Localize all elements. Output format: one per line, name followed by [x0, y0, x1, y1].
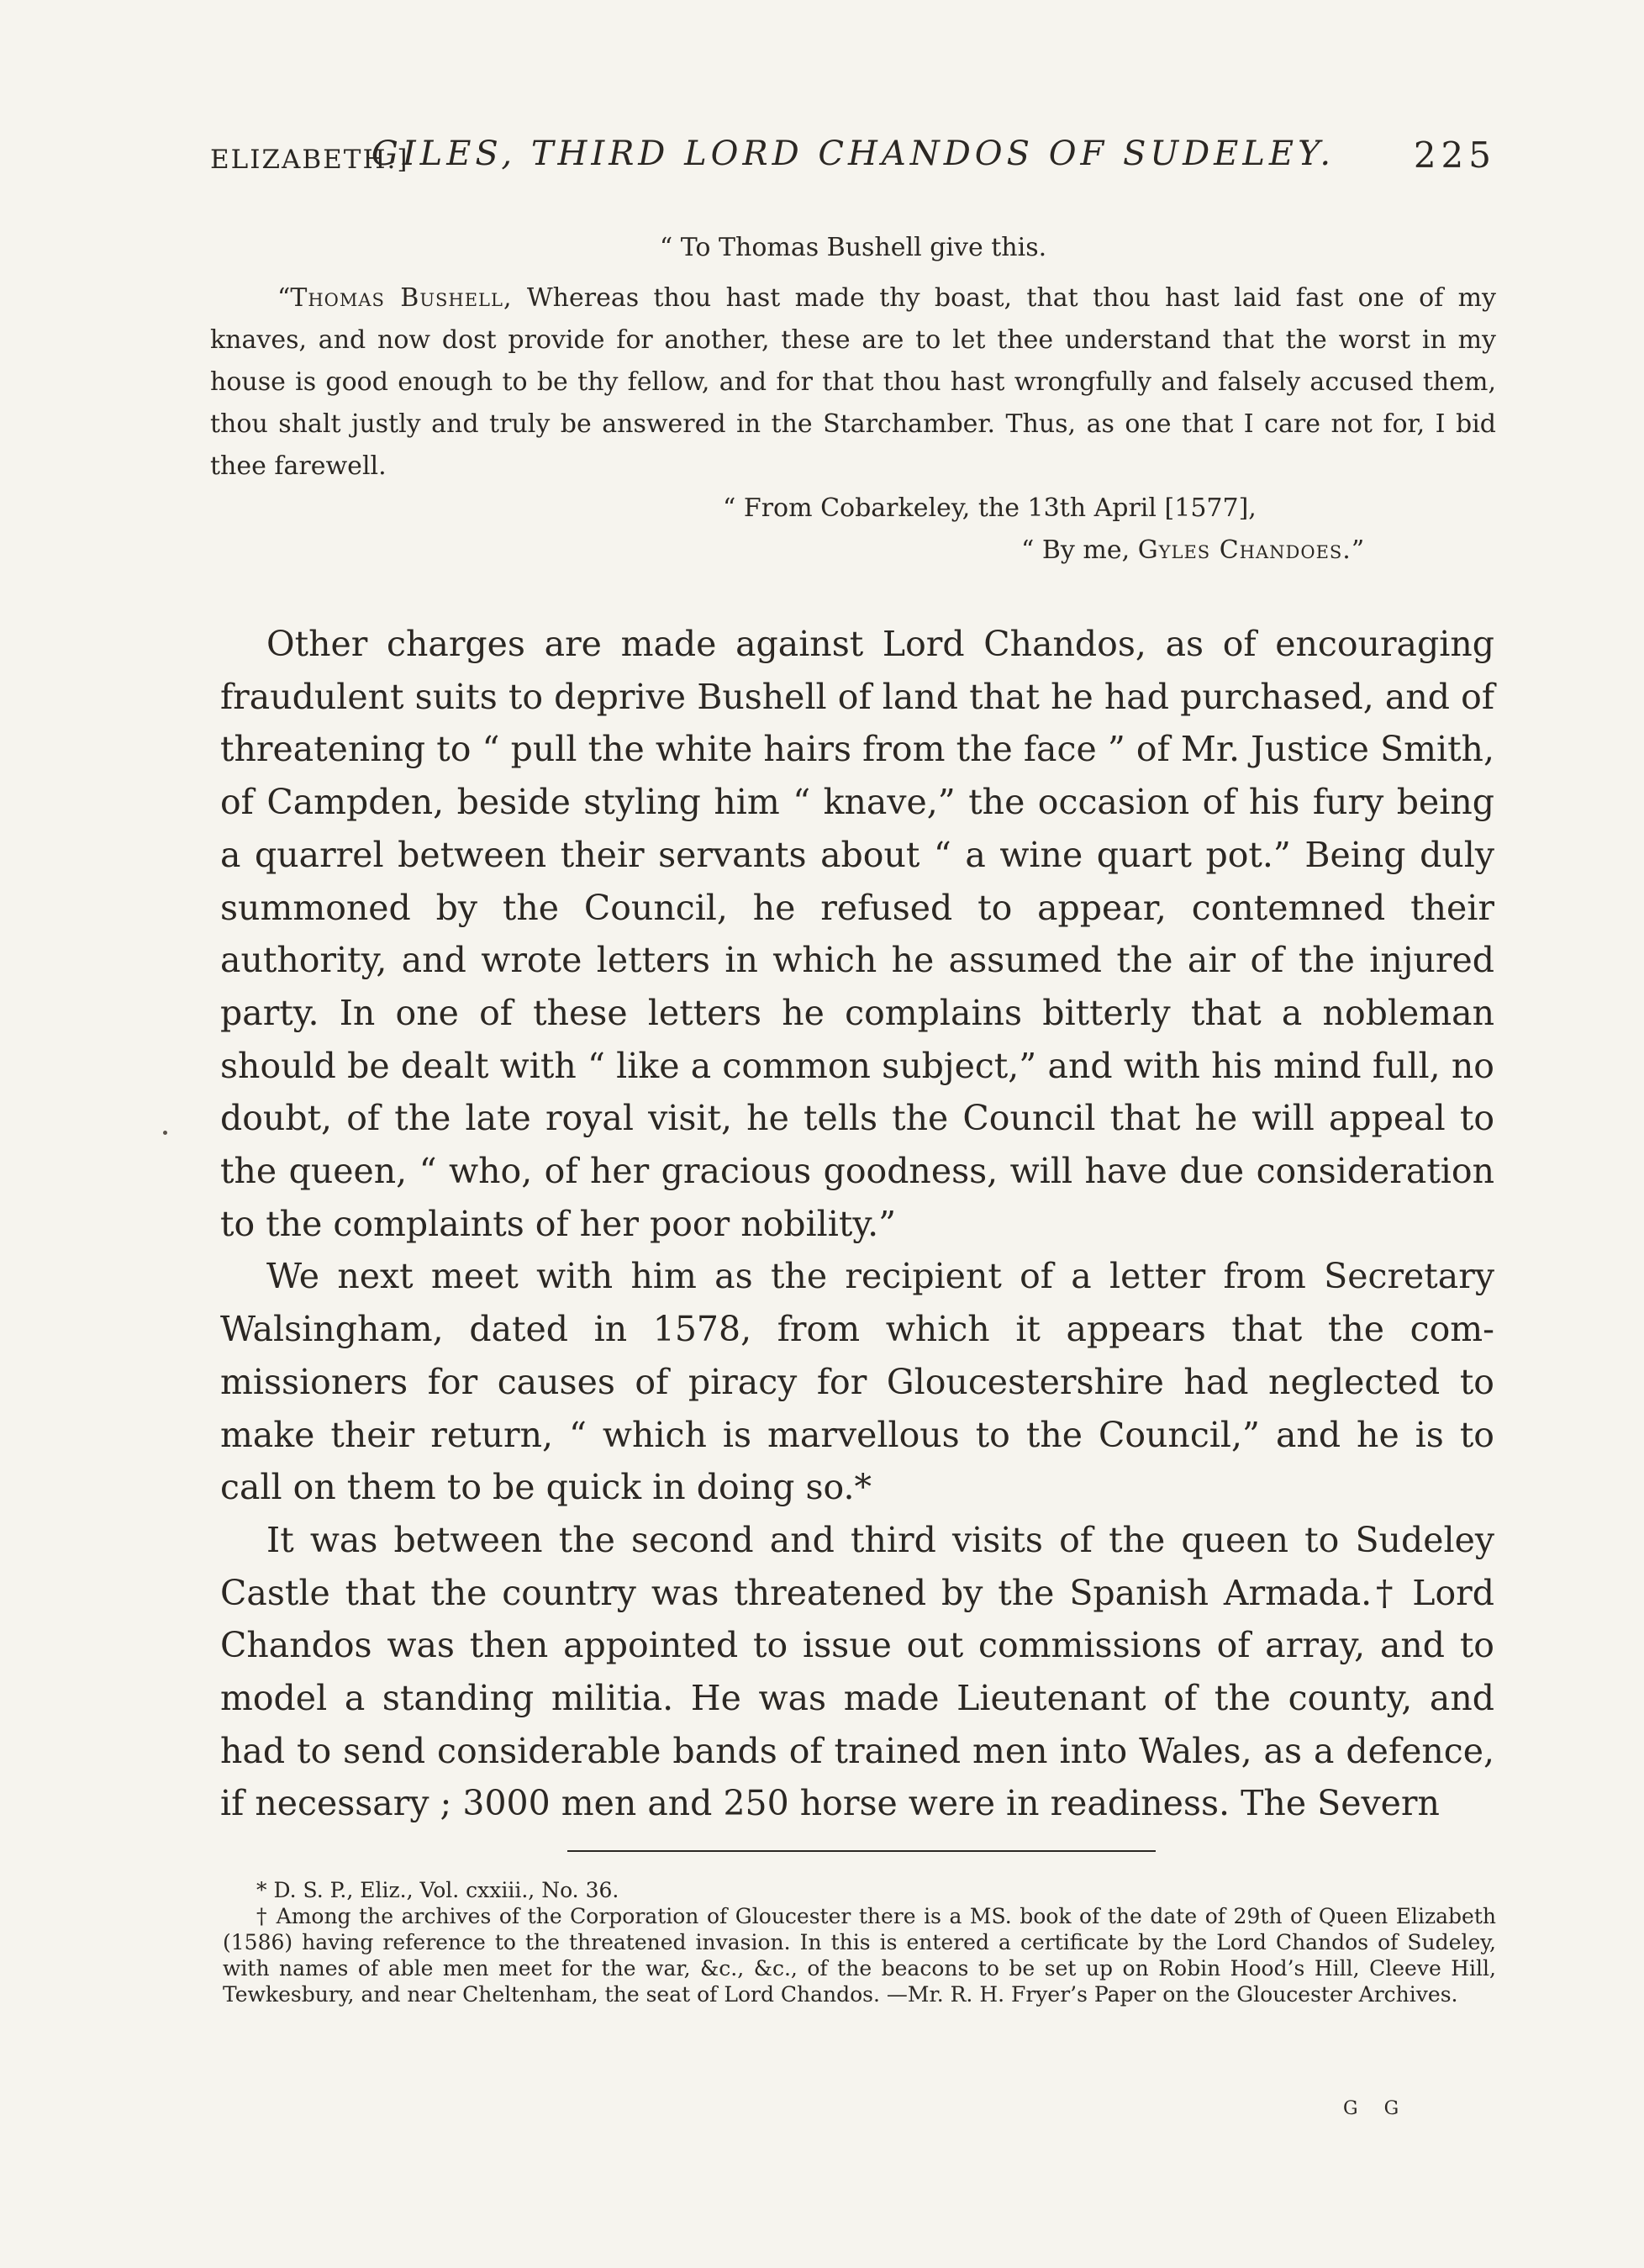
running-title: GILES, THIRD LORD CHANDOS OF SUDELEY. — [371, 134, 1336, 173]
letter-addressee: Thomas Bushell, — [290, 283, 513, 313]
footnote-1: * D. S. P., Eliz., Vol. cxxiii., No. 36. — [256, 1878, 619, 1902]
footnote-rule — [567, 1850, 1156, 1852]
letter-signature-line — [1021, 530, 1364, 572]
paragraph-1: Other charges are made against Lord Chandos, as of encouraging fraudulent suits to deprive Bushell of land that he had purchased, and of threatening to “ pull the white hairs from the face ” of Mr. Justice Smith, of Campden, beside styling him “ knave,” the occasion of his fury being a quarrel between their servants about “ a wine quart pot.” Being duly summoned by the Council, he refused to appear, contemned their authority, and wrote letters in which he assumed the air of the injured party. In one of these letters he complains bitterly that a nobleman should be dealt with “ like a common subject,” and with his mind full, no doubt, of the late royal visit, he tells the Council that he will appeal to the queen, “ who, of her gracious goodness, will have due consideration to the complaints of her poor nobility.” — [220, 624, 1494, 1244]
footnotes — [223, 1877, 1496, 2007]
paragraph-2: We next meet with him as the recipient of a letter from Secretary Walsingham, dated in 1578, from which it appears that the com-missioners for causes of piracy for Gloucestershire had neglected to make their return, “ which is marvellous to the Council,” and he is to call on them to be quick in doing so.* — [220, 1256, 1494, 1508]
letter-body — [210, 277, 1496, 488]
main-text — [220, 618, 1494, 1830]
running-head-left: ELIZABETH.] — [210, 145, 409, 175]
ink-speck — [163, 1131, 167, 1135]
running-header — [210, 134, 1496, 185]
footnote-2: † Among the archives of the Corporation of Gloucester there is a MS. book of the date of 29th of Queen Elizabeth (1586) having reference to the threatened invasion. In this is entered a certificate by the Lord Chandos of Sudeley, with names of able men meet for the war, &c., &c., of the beacons to be set up on Robin Hood’s Hill, Cleeve Hill, Tewkesbury, and near Cheltenham, the seat of Lord Chandos. —Mr. R. H. Fryer’s Paper on the Gloucester Archives. — [223, 1904, 1496, 2007]
letter-sign-prefix: “ By me, — [1021, 535, 1130, 565]
letter-text: Whereas thou hast made thy boast, that thou hast laid fast one of my knaves, and now dost provide for another, these are to let thee understand that the worst in my house is good enough to be thy fellow, and for that thou hast wrongfully and falsely accused them, thou shalt justly and truly be answered in the Starchamber. Thus, as one that I care not for, I bid thee farewell. — [210, 283, 1496, 481]
page-number: 225 — [1413, 134, 1496, 176]
letter-salutation: “ To Thomas Bushell give this. — [659, 233, 1047, 262]
signature-mark: G G — [1343, 2098, 1410, 2119]
letter-open-quote: “ — [277, 283, 291, 313]
letter-signer: Gyles Chandoes. — [1137, 535, 1352, 565]
letter-date-line: “ From Cobarkeley, the 13th April [1577], — [723, 493, 1257, 523]
letter-sign-suffix: ” — [1351, 535, 1365, 565]
paragraph-3: It was between the second and third visits of the queen to Sudeley Castle that the country was threatened by the Spanish Armada.† Lord Chandos was then appointed to issue out commissions of array, and to model a standing militia. He was made Lieutenant of the county, and had to send considerable bands of trained men into Wales, as a defence, if necessary ; 3000 men and 250 horse were in readiness. The Severn — [220, 1519, 1494, 1824]
